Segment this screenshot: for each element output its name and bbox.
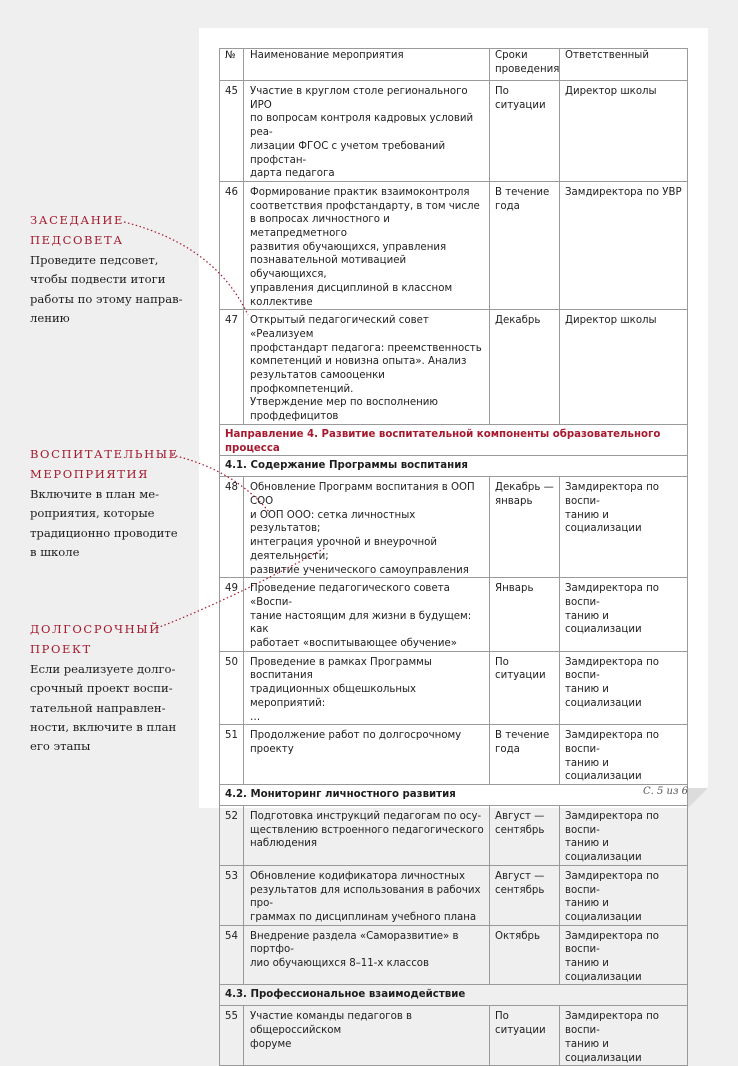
section-heading: Направление 4. Развитие воспитательной компоненты образовательного процесса — [220, 424, 688, 455]
event-responsible: Замдиректора по воспи- танию и социализации — [560, 1006, 688, 1066]
table-row — [220, 865, 688, 925]
event-name: Проведение педагогического совета «Воспи- тание настоящим для жизни в будущем: как работает «воспитывающее обучение» — [244, 578, 490, 652]
row-number: 55 — [220, 1006, 244, 1066]
table-row — [220, 1006, 688, 1066]
note-title: ДОЛГОСРОЧНЫЙ ПРОЕКТ — [30, 622, 161, 656]
event-term: Декабрь — [490, 310, 560, 425]
event-name: Формирование практик взаимоконтроля соответствия профстандарту, в том числе в вопросах личностного и метапредметного развития обучающихся, управления познавательной мотивацией обучающихся, управления дисциплиной в классном коллективе — [244, 181, 490, 309]
event-responsible: Директор школы — [560, 310, 688, 425]
event-responsible: Замдиректора по воспи- танию и социализации — [560, 865, 688, 925]
event-responsible: Замдиректора по воспи- танию и социализации — [560, 725, 688, 785]
event-term: Август — сентябрь — [490, 806, 560, 866]
event-name: Подготовка инструкций педагогам по осу- ществлению встроенного педагогического наблюдения — [244, 806, 490, 866]
row-number: 46 — [220, 181, 244, 309]
event-responsible: Замдиректора по УВР — [560, 181, 688, 309]
event-name: Открытый педагогический совет «Реализуем профстандарт педагога: преемственность компетенций и новизна опыта». Анализ результатов самооценки профкомпетенций. Утверждение мер по восполнению профдефицитов — [244, 310, 490, 425]
event-term: Январь — [490, 578, 560, 652]
event-responsible: Замдиректора по воспи- танию и социализации — [560, 477, 688, 578]
event-name: Продолжение работ по долгосрочному проекту — [244, 725, 490, 785]
event-name: Обновление Программ воспитания в ООП СОО и ООП ООО: сетка личностных результатов; интеграция урочной и внеурочной деятельности; развитие ученического самоуправления — [244, 477, 490, 578]
leader-line-events — [172, 455, 270, 513]
section-heading: 4.2. Мониторинг личностного развития — [220, 785, 688, 806]
header-term: Сроки проведения — [490, 49, 560, 81]
header-responsible: Ответственный — [560, 49, 688, 81]
row-number: 49 — [220, 578, 244, 652]
leader-line-pedsovet — [124, 222, 248, 315]
event-name: Участие в круглом столе регионального ИРО по вопросам контроля кадровых условий реа- лизации ФГОС с учетом требований профстан- дарта педагога — [244, 81, 490, 182]
header-name: Наименование мероприятия — [244, 49, 490, 81]
note-text: Проведите педсовет, чтобы подвести итоги работы по этому направ- лению — [30, 253, 183, 325]
subsection-heading-row — [220, 985, 688, 1006]
row-number: 52 — [220, 806, 244, 866]
event-name: Обновление кодификатора личностных результатов для использования в рабочих про- граммах по дисциплинам учебного плана — [244, 865, 490, 925]
row-number: 51 — [220, 725, 244, 785]
header-num: № — [220, 49, 244, 81]
event-term: В течение года — [490, 725, 560, 785]
row-number: 45 — [220, 81, 244, 182]
note-text: Включите в план ме- роприятия, которые традиционно проводите в школе — [30, 487, 178, 559]
event-term: По ситуации — [490, 651, 560, 725]
row-number: 54 — [220, 925, 244, 985]
event-responsible: Замдиректора по воспи- танию и социализации — [560, 925, 688, 985]
event-name: Внедрение раздела «Саморазвитие» в портфо- лио обучающихся 8–11-х классов — [244, 925, 490, 985]
row-number: 53 — [220, 865, 244, 925]
event-responsible: Директор школы — [560, 81, 688, 182]
note-title: ВОСПИТАТЕЛЬНЫЕ МЕРОПРИЯТИЯ — [30, 447, 179, 481]
table-row — [220, 925, 688, 985]
row-number: 48 — [220, 477, 244, 578]
event-term: По ситуации — [490, 81, 560, 182]
note-text: Если реализуете долго- срочный проект воспи- тательной направлен- ности, включите в план его этапы — [30, 662, 177, 754]
event-term: Октябрь — [490, 925, 560, 985]
leader-line-project — [157, 548, 325, 628]
event-term: В течение года — [490, 181, 560, 309]
note-title: ЗАСЕДАНИЕ ПЕДСОВЕТА — [30, 213, 124, 247]
section-heading: 4.3. Профессиональное взаимодействие — [220, 985, 688, 1006]
row-number: 47 — [220, 310, 244, 425]
event-term: Август — сентябрь — [490, 865, 560, 925]
event-term: Декабрь — январь — [490, 477, 560, 578]
event-name: Проведение в рамках Программы воспитания традиционных общешкольных мероприятий: … — [244, 651, 490, 725]
event-term: По ситуации — [490, 1006, 560, 1066]
page-number: С. 5 из 6 — [643, 786, 688, 797]
event-responsible: Замдиректора по воспи- танию и социализации — [560, 578, 688, 652]
row-number: 50 — [220, 651, 244, 725]
section-heading: 4.1. Содержание Программы воспитания — [220, 456, 688, 477]
event-responsible: Замдиректора по воспи- танию и социализации — [560, 806, 688, 866]
event-responsible: Замдиректора по воспи- танию и социализации — [560, 651, 688, 725]
event-name: Участие команды педагогов в общероссийском форуме — [244, 1006, 490, 1066]
